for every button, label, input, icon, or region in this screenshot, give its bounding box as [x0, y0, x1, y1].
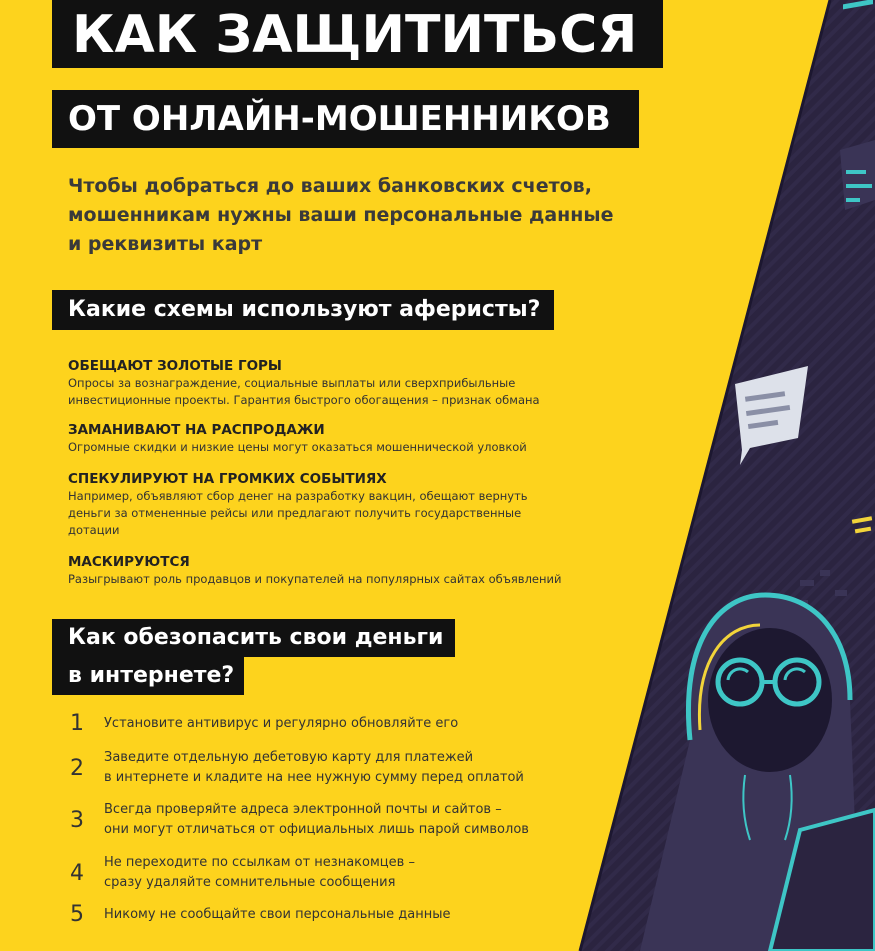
tip-text: Заведите отдельную дебетовую карту для платежей: [104, 750, 474, 765]
scheme-title: СПЕКУЛИРУЮТ НА ГРОМКИХ СОБЫТИЯХ: [68, 471, 387, 487]
scheme-text: Опросы за вознаграждение, социальные выплаты или сверхприбыльные: [68, 376, 516, 390]
scheme-item: [68, 421, 628, 456]
scheme-item: [68, 470, 628, 539]
intro-line: Чтобы добраться до ваших банковских счетов,: [68, 175, 592, 197]
scheme-title: МАСКИРУЮТСЯ: [68, 554, 190, 570]
schemes-heading-block: [52, 290, 554, 330]
scheme-title: ОБЕЩАЮТ ЗОЛОТЫЕ ГОРЫ: [68, 358, 282, 374]
scheme-text: инвестиционные проекты. Гарантия быстрого обогащения – признак обмана: [68, 393, 540, 407]
tip-item: [70, 902, 590, 927]
intro-text: [68, 172, 668, 259]
scheme-text: Например, объявляют сбор денег на разработку вакцин, обещают вернуть: [68, 489, 528, 503]
intro-line: мошенникам нужны ваши персональные данные: [68, 204, 614, 226]
page-subtitle: ОТ ОНЛАЙН-МОШЕННИКОВ: [52, 90, 639, 148]
page-title: КАК ЗАЩИТИТЬСЯ: [52, 0, 663, 68]
title-line-2-block: [52, 90, 639, 148]
safety-heading-line: в интернете?: [52, 657, 244, 695]
tip-item: [70, 853, 590, 893]
tip-number: 1: [70, 711, 84, 736]
safety-heading-block: [52, 619, 455, 695]
scheme-item: [68, 357, 628, 409]
tip-number: 4: [70, 860, 84, 886]
safety-heading-line: Как обезопасить свои деньги: [52, 619, 455, 657]
intro-line: и реквизиты карт: [68, 233, 263, 255]
tip-item: [70, 800, 590, 840]
tip-text: Установите антивирус и регулярно обновляйте его: [104, 715, 459, 731]
tip-text: в интернете и кладите на нее нужную сумму перед оплатой: [104, 770, 524, 785]
tip-number: 5: [70, 902, 84, 927]
tip-text: Всегда проверяйте адреса электронной почты и сайтов –: [104, 802, 502, 817]
title-line-1-block: [52, 0, 663, 68]
scheme-text: деньги за отмененные рейсы или предлагают получить государственные: [68, 506, 522, 520]
scheme-item: [68, 553, 628, 588]
schemes-heading: Какие схемы используют аферисты?: [52, 290, 554, 330]
tip-text: сразу удаляйте сомнительные сообщения: [104, 875, 396, 890]
tip-text: они могут отличаться от официальных лишь парой символов: [104, 822, 529, 837]
scheme-text: Огромные скидки и низкие цены могут оказаться мошеннической уловкой: [68, 440, 527, 454]
tip-item: [70, 711, 590, 736]
tip-number: 3: [70, 807, 84, 833]
scheme-title: ЗАМАНИВАЮТ НА РАСПРОДАЖИ: [68, 422, 325, 438]
tip-number: 2: [70, 755, 84, 781]
scheme-text: дотации: [68, 523, 120, 537]
tip-item: [70, 748, 590, 788]
tip-text: Не переходите по ссылкам от незнакомцев –: [104, 855, 415, 870]
tip-text: Никому не сообщайте свои персональные данные: [104, 906, 451, 922]
scheme-text: Разыгрывают роль продавцов и покупателей на популярных сайтах объявлений: [68, 572, 562, 586]
